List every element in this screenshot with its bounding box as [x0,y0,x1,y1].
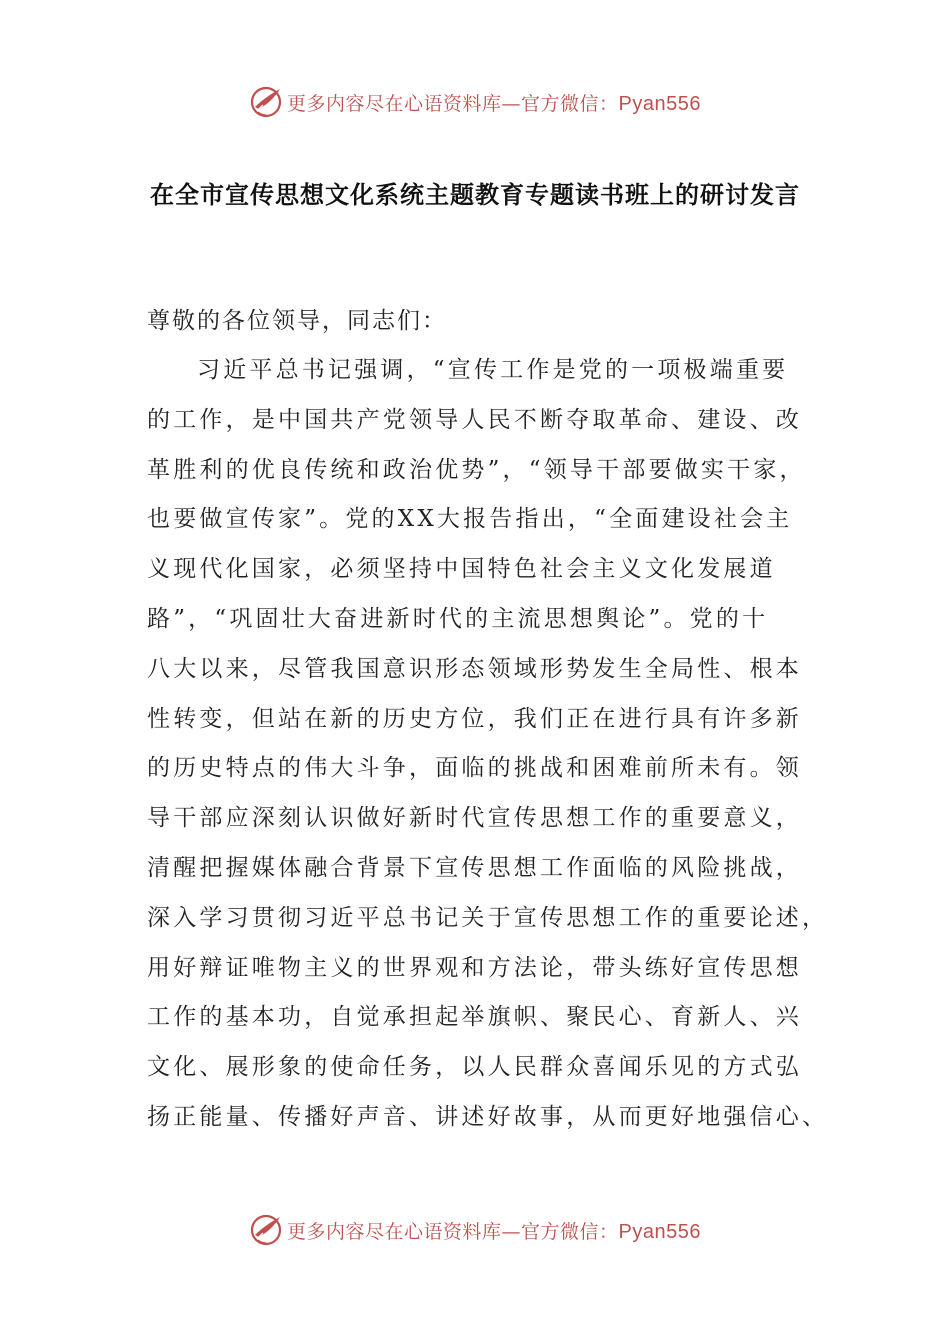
body-line: 的工作，是中国共产党领导人民不断夺取革命、建设、改 [147,406,802,433]
quill-pen-logo-icon [249,85,283,119]
body-line: 习近平总书记强调，“宣传工作是党的一项极端重要 [197,357,789,383]
body-line: 八大以来，尽管我国意识形态领域形势发生全局性、根本 [147,655,802,682]
body-line: 性转变，但站在新的历史方位，我们正在进行具有许多新 [147,705,802,732]
body-line: 深入学习贯彻习近平总书记关于宣传思想工作的重要论述， [147,904,829,931]
banner-wechat-id: Pyan556 [618,1220,701,1243]
quill-pen-logo-icon [249,1213,283,1247]
greeting: 尊敬的各位领导，同志们： [147,308,447,334]
body-line: 文化、展形象的使命任务，以人民群众喜闻乐见的方式弘 [147,1054,802,1081]
body-line: 义现代化国家，必须坚持中国特色社会主义文化发展道 [147,556,776,583]
body-paragraph [147,346,829,1143]
banner-text [287,1217,701,1244]
banner-text [287,89,701,116]
body-line: 扬正能量、传播好声音、讲述好故事，从而更好地强信心、 [147,1103,829,1130]
body-line: 的历史特点的伟大斗争，面临的挑战和困难前所未有。领 [147,755,802,782]
document-title: 在全市宣传思想文化系统主题教育专题读书班上的研讨发言 [150,181,800,209]
banner-text-cn: 更多内容尽在心语资料库—官方微信： [287,92,619,115]
body-line: 清醒把握媒体融合背景下宣传思想工作面临的风险挑战， [147,854,802,881]
footer-banner [0,1208,950,1252]
header-banner [0,80,950,124]
body-line: 革胜利的优良传统和政治优势”，“领导干部要做实干家， [147,456,806,483]
banner-wechat-id: Pyan556 [618,92,701,115]
body-line: 也要做宣传家”。党的XX大报告指出，“全面建设社会主 [147,506,793,533]
body-line: 工作的基本功，自觉承担起举旗帜、聚民心、育新人、兴 [147,1004,802,1031]
banner-text-cn: 更多内容尽在心语资料库—官方微信： [287,1220,619,1243]
body-line: 路”，“巩固壮大奋进新时代的主流思想舆论”。党的十 [147,605,769,632]
body-line: 用好辩证唯物主义的世界观和方法论，带头练好宣传思想 [147,954,802,981]
body-line: 导干部应深刻认识做好新时代宣传思想工作的重要意义， [147,805,802,832]
